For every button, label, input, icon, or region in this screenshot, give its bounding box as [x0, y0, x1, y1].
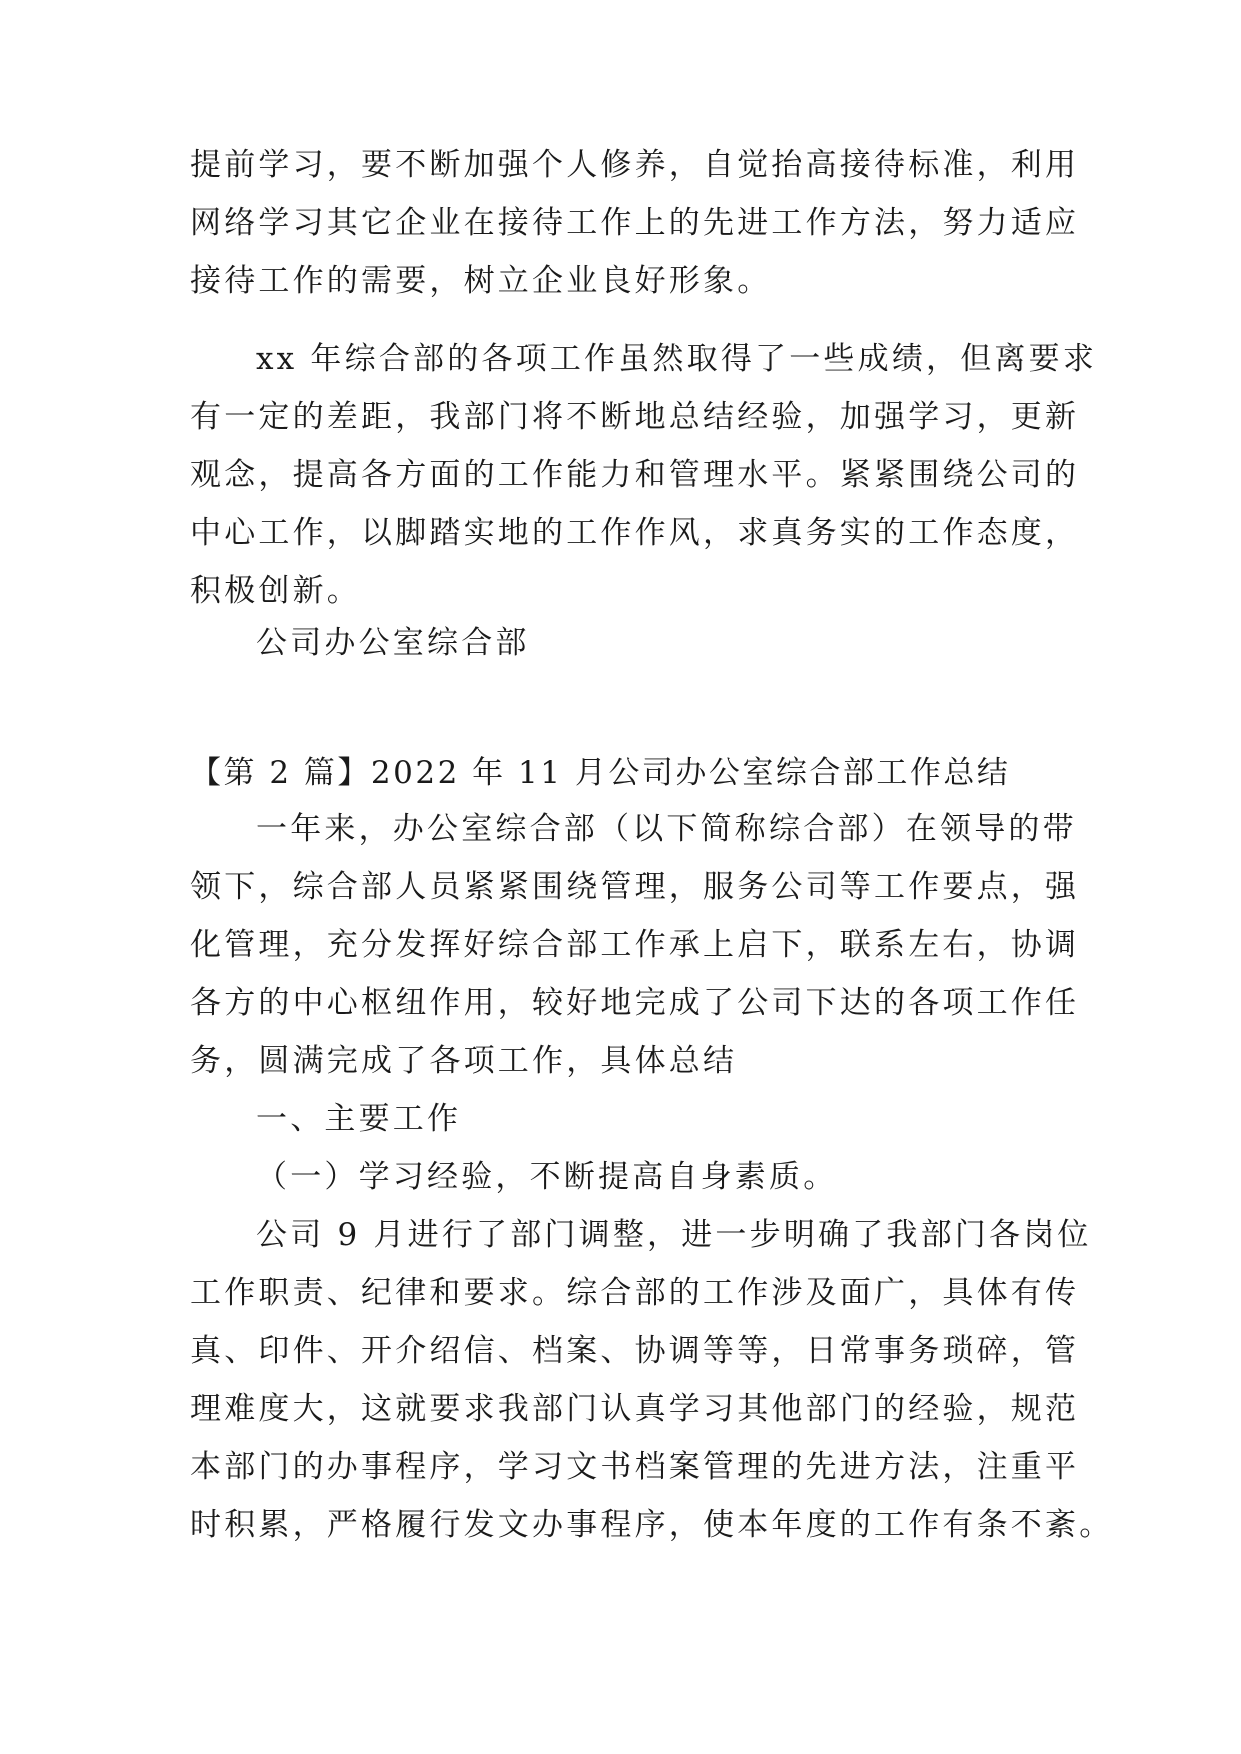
text-line: 接待工作的需要，树立企业良好形象。: [190, 263, 772, 299]
text-line: 网络学习其它企业在接待工作上的先进工作方法，努力适应: [190, 205, 1080, 241]
text-line: 本部门的办事程序，学习文书档案管理的先进方法，注重平: [190, 1449, 1080, 1485]
text-line: 一年来，办公室综合部（以下简称综合部）在领导的带: [256, 811, 1077, 847]
paragraph-reception: [190, 136, 1080, 310]
text-line: 有一定的差距，我部门将不断地总结经验，加强学习，更新: [190, 399, 1080, 435]
text-line: 观念，提高各方面的工作能力和管理水平。紧紧围绕公司的: [190, 457, 1080, 493]
text-line: 时积累，严格履行发文办事程序，使本年度的工作有条不紊。: [190, 1507, 1114, 1543]
text-line: 中心工作，以脚踏实地的工作作风，求真务实的工作态度，: [190, 515, 1080, 551]
text-line: 公司 9 月进行了部门调整，进一步明确了我部门各岗位: [256, 1217, 1092, 1253]
text-line: 化管理，充分发挥好综合部工作承上启下，联系左右，协调: [190, 927, 1080, 963]
subsection-title-text: （一）学习经验，不断提高自身素质。: [256, 1159, 838, 1195]
signature-text: 公司办公室综合部: [256, 625, 530, 661]
paragraph-study: [190, 1206, 1114, 1554]
subsection-title: [190, 1148, 1060, 1206]
text-line: 积极创新。: [190, 573, 361, 609]
text-line: 各方的中心枢纽作用，较好地完成了公司下达的各项工作任: [190, 985, 1080, 1021]
paragraph-summary: [190, 330, 1098, 620]
text-line: xx 年综合部的各项工作虽然取得了一些成绩，但离要求: [256, 341, 1098, 377]
text-line: 理难度大，这就要求我部门认真学习其他部门的经验，规范: [190, 1391, 1080, 1427]
signature: [190, 614, 1060, 672]
text-line: 提前学习，要不断加强个人修养，自觉抬高接待标准，利用: [190, 147, 1080, 183]
section-title: [190, 1090, 1060, 1148]
text-line: 务，圆满完成了各项工作，具体总结: [190, 1043, 738, 1079]
paragraph-overview: [190, 800, 1080, 1090]
text-line: 领下，综合部人员紧紧围绕管理，服务公司等工作要点，强: [190, 869, 1080, 905]
text-line: 工作职责、纪律和要求。综合部的工作涉及面广，具体有传: [190, 1275, 1080, 1311]
section-title-text: 一、主要工作: [256, 1101, 462, 1137]
section-heading: 【第 2 篇】2022 年 11 月公司办公室综合部工作总结: [190, 755, 1011, 791]
text-line: 真、印件、开介绍信、档案、协调等等，日常事务琐碎，管: [190, 1333, 1080, 1369]
